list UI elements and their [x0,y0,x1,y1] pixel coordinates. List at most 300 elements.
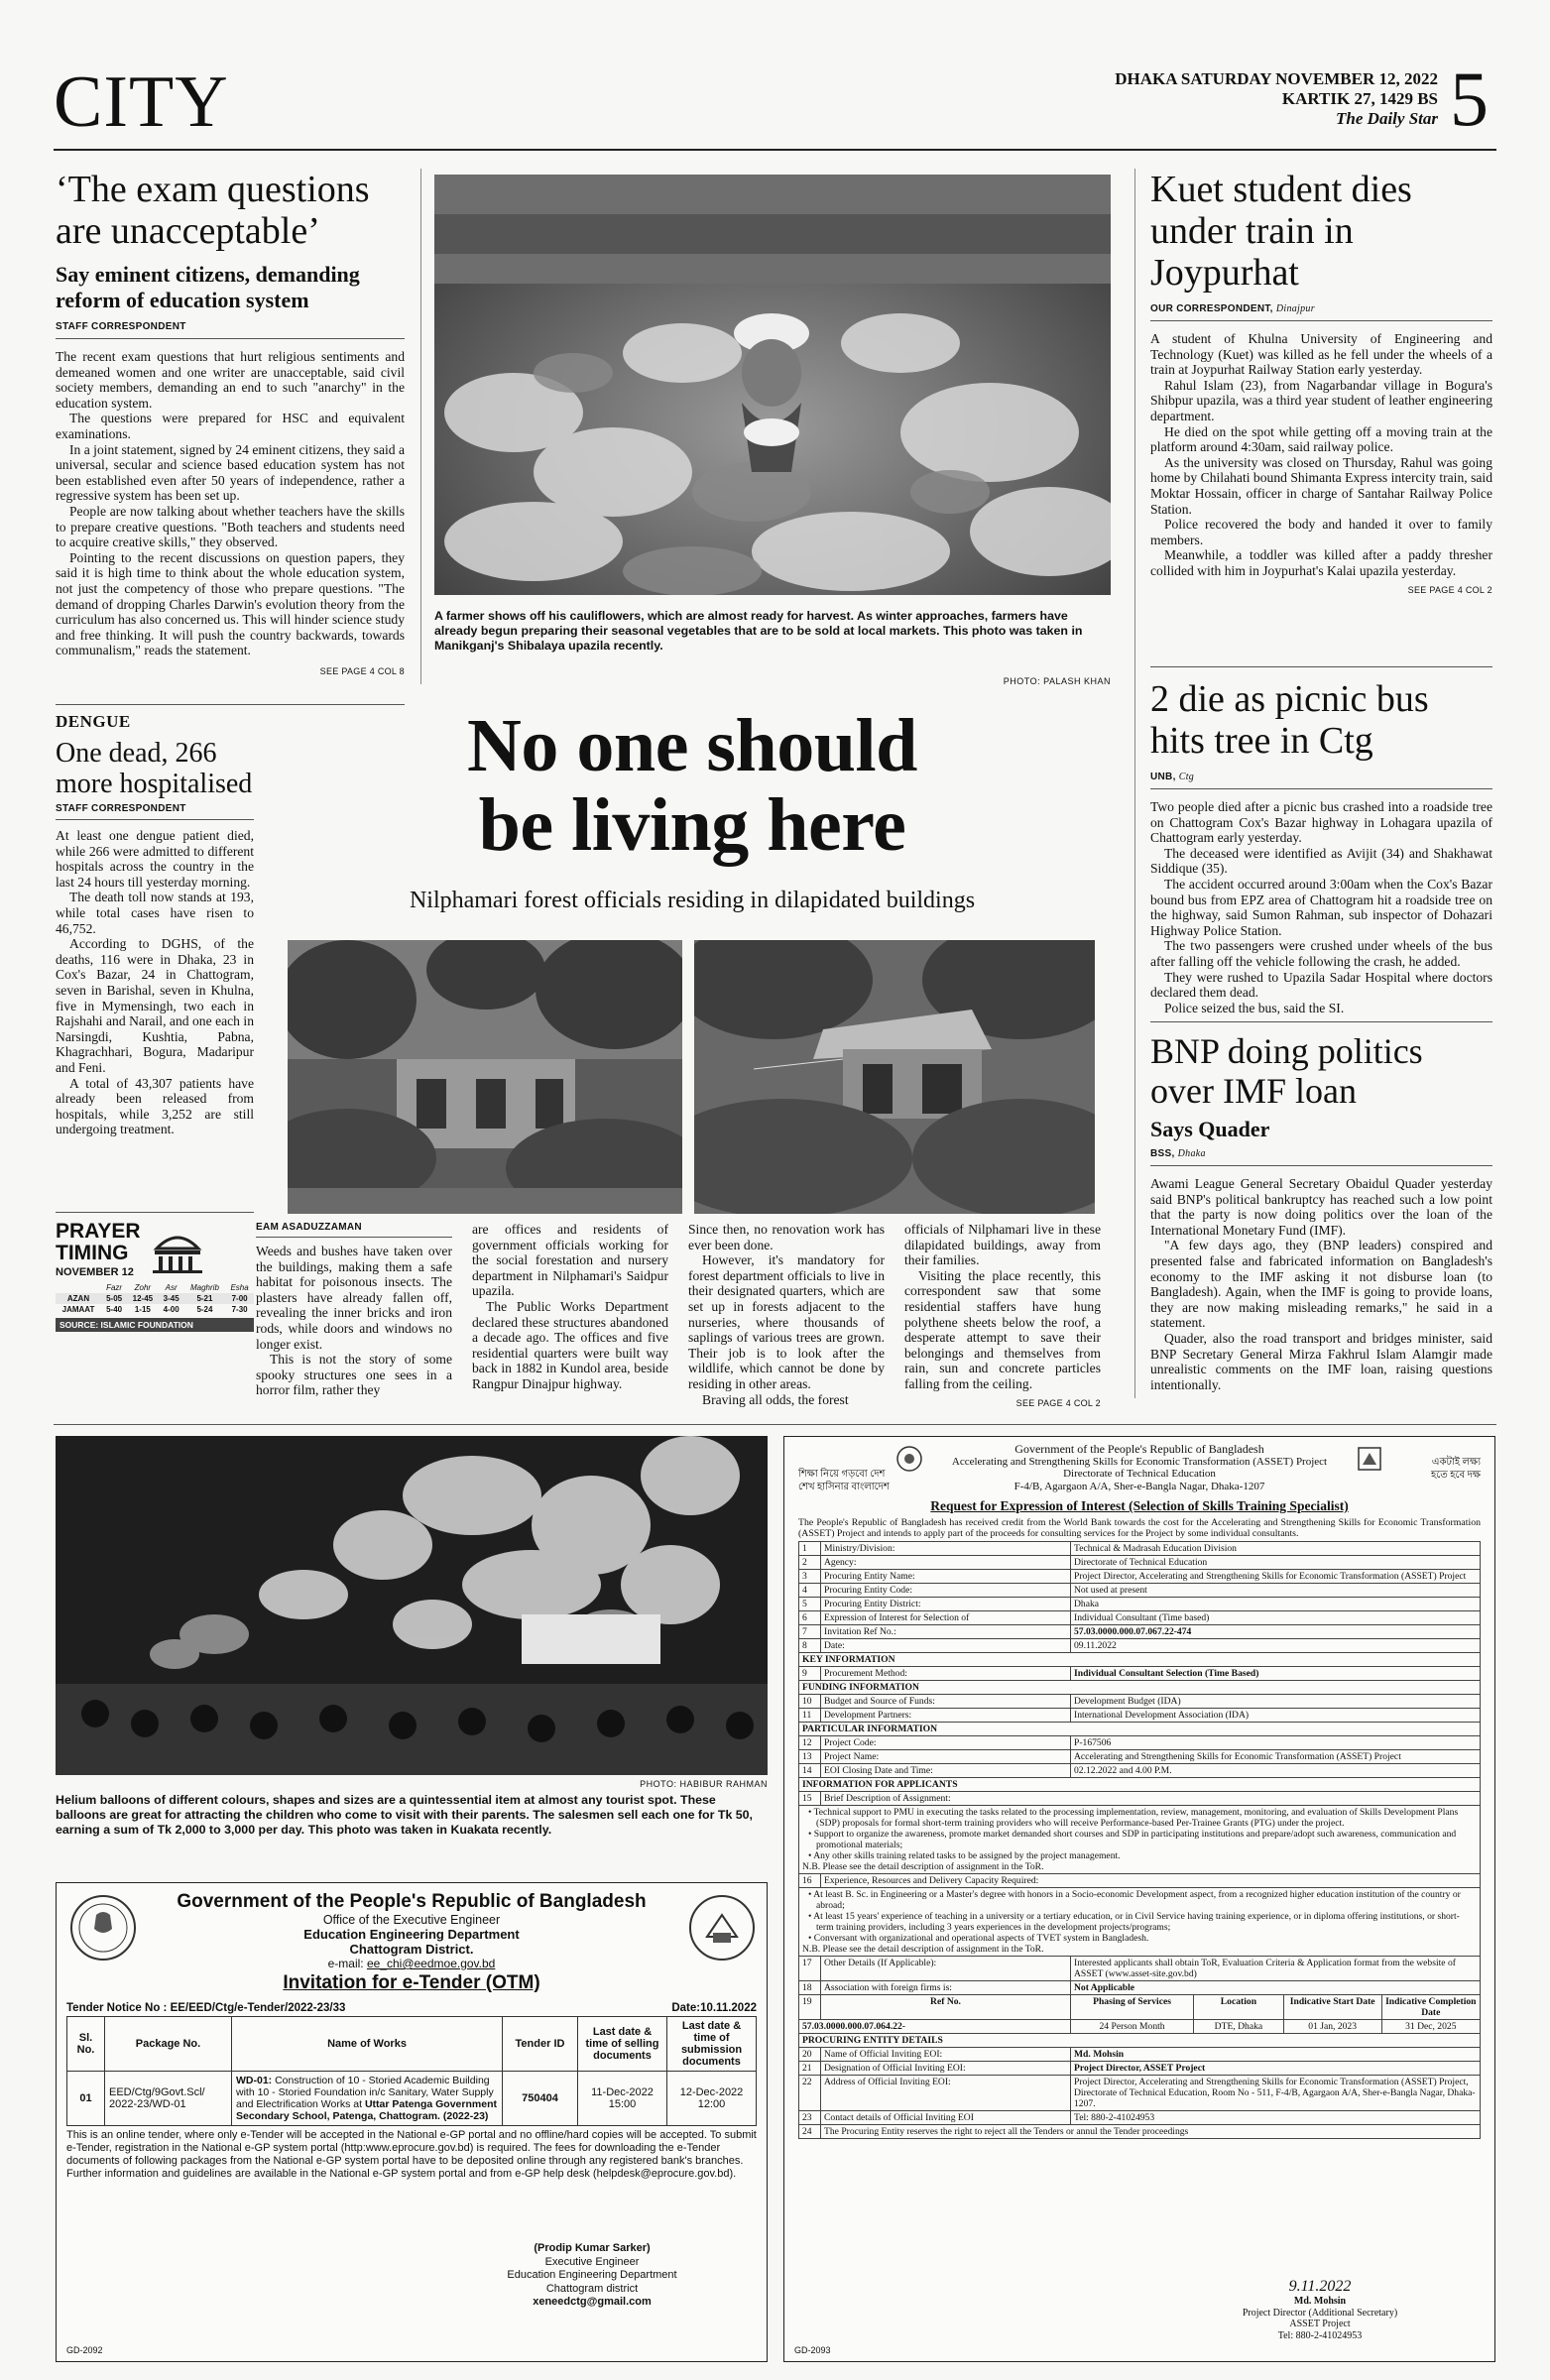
dengue-para: A total of 43,307 patients have already been released from hospitals, while 3,252 are still undergoing treatment. [56,1075,254,1137]
tender-district: Chattogram District. [349,1942,474,1957]
exam-byline: STAFF CORRESPONDENT [56,321,405,339]
balloon-caption: Helium balloons of different colours, shapes and sizes are a quintessential item at almost any tourist spot. These balloons are great for attracting the children who come to visit with their parents. The salesmen sell each one for Tk 50, earning a sum of Tk 2,000 to 3,000 per day. This photo was taken in Kuakata recently. [56,1793,753,1837]
eoi-row-num: 8 [799,1639,821,1653]
eoi-bullet-text: Conversant with organizational and operational aspects of TVET system in Bangladesh. [813,1933,1149,1944]
tender-sign-title: Executive Engineer [544,2255,640,2268]
eoi-sign-tel: Tel: 880-2-41024953 [1277,2329,1363,2341]
eoi-row-num: 17 [799,1957,821,1981]
section-title: CITY [54,61,229,143]
eoi-row [799,2048,1481,2062]
eoi-row-key: Name of Official Inviting EOI: [821,2048,1071,2062]
eoi-nb: N.B. Please see the detail description of assignment in the ToR. [802,1944,1044,1955]
bnp-byline-name: BSS, [1150,1148,1175,1159]
farmer-credit: PHOTO: PALASH KHAN [1003,676,1111,686]
eoi-bullet: • At least B. Sc. in Engineering or a Master's degree with honors in a Socio-economic Development aspect, from a recognized higher education institution of the country or abroad; [808,1889,1461,1911]
eoi-row-num: 24 [799,2125,821,2139]
story-divider [1150,1021,1492,1022]
eoi-row-num: 11 [799,1709,821,1723]
dengue-para: According to DGHS, of the deaths, 116 were in Dhaka, 23 in Cox's Bazar, 24 in Chattogram, seven in Barishal, seven in Khulna, five in Mymensingh, two each in Rajshahi and Narail, and one each in Narsingdi, Kushtia, Pabna, Khagrachhari, Bogura, Madaripur and Feni. [56,936,254,1075]
col-divider [1134,169,1135,1398]
picnic-para: Police seized the bus, said the SI. [1164,1000,1345,1015]
tender-sell-date: 11-Dec-2022 [591,2086,654,2098]
exam-headline: ‘The exam questions are unacceptable’ [56,169,370,252]
eoi-row [799,1667,1481,1681]
tender-sell-time: 15:00 [608,2098,637,2110]
eoi-row-key: Ref No. [821,1995,1071,2020]
tender-notice-date: Date:10.11.2022 [671,2002,757,2014]
eoi-row-num: 4 [799,1584,821,1598]
tender-notice: Tender Notice No : EE/EED/Ctg/e-Tender/2022-23/33 [66,2002,346,2014]
prayer-box [56,1212,254,1332]
eoi-phasing-col: Indicative Completion Date [1385,1996,1477,2018]
eoi-row-num: 13 [799,1750,821,1764]
eoi-row-key: Project Code: [821,1736,1071,1750]
bnp-headline: BNP doing politics over IMF loan [1150,1031,1423,1111]
eoi-title: Request for Expression of Interest (Selection of Skills Training Specialist) [930,1498,1349,1513]
farmer-caption: A farmer shows off his cauliflowers, which are almost ready for harvest. As winter approaches, farmers have already begun preparing their seasonal vegetables that are to be sold at local markets. This photo was taken in Manikganj's Shibalaya upazila recently. [434,609,1083,653]
eoi-row-value: Directorate of Technical Education [1071,1556,1481,1570]
tender-col-header: Sl. No. [67,2017,105,2072]
eoi-phasing-table [1071,1995,1480,2019]
eoi-section-title: KEY INFORMATION [799,1653,1481,1667]
tender-col-header: Last date & time of selling documents [578,2017,667,2072]
eoi-slogan-right-2: হতে হবে দক্ষ [1431,1469,1481,1481]
tender-sell [578,2072,667,2126]
eoi-section-row [799,1653,1481,1667]
eoi-row-key: Development Partners: [821,1709,1071,1723]
forest-col-4 [904,1222,1101,1392]
prayer-table [56,1282,254,1315]
eoi-row-key: Contact details of Official Inviting EOI [821,2111,1071,2125]
bnp-body [1150,1176,1492,1392]
eoi-row-value: Development Budget (IDA) [1071,1695,1481,1709]
eoi-row-key: Designation of Official Inviting EOI: [821,2062,1071,2076]
eoi-row-num: 22 [799,2076,821,2111]
eoi-row [799,1695,1481,1709]
page-number: 5 [1450,56,1489,142]
eoi-row-num: 23 [799,2111,821,2125]
eoi-phasing-col: Phasing of Services [1071,1995,1194,2019]
eoi-phasing [1071,1995,1481,2020]
eoi-slogan-left [798,1469,890,1493]
forest-para: However, it's mandatory for forest department officials to live in their designated quarters, which are set up in forests adjacent to the nurseries, where thousands of saplings of various trees are grown. Their job is to look after the wildlife, which cannot be done by residing in other areas. [688,1252,885,1391]
eoi-row-value: Accelerating and Strengthening Skills for Economic Transformation (ASSET) Project [1071,1750,1481,1764]
bnp-subhead: Says Quader [1150,1117,1270,1141]
eoi-section-title: FUNDING INFORMATION [799,1681,1481,1695]
eoi-row-key: Other Details (If Applicable): [821,1957,1071,1981]
kuet-byline-name: OUR CORRESPONDENT, [1150,303,1273,314]
eoi-address: F-4/B, Agargaon A/A, Sher-e-Bangla Nagar, Dhaka-1207 [1013,1480,1265,1492]
eoi-row [799,1709,1481,1723]
eoi-bullets-row [799,1888,1481,1957]
section-rule [54,1424,1496,1425]
prayer-header: Fazr [106,1283,123,1292]
eoi-bullet: • Support to organize the awareness, promote market demanded short courses and SDP in participating institutions and prepare/adopt such awareness, communication and promotional materials; [808,1829,1457,1850]
eoi-section-title: INFORMATION FOR APPLICANTS [799,1778,1481,1792]
picnic-story [1150,678,1492,1015]
prayer-header-row [56,1282,254,1293]
tender-gov: Government of the People's Republic of Bangladesh [177,1891,647,1912]
eoi-section-row [799,1681,1481,1695]
eoi-row-key: Brief Description of Assignment: [821,1792,1481,1806]
tender-title: Invitation for e-Tender (OTM) [283,1972,540,1993]
prayer-time: 7-30 [231,1305,248,1314]
eoi-row-value: Dhaka [1071,1598,1481,1611]
eoi-row [799,1556,1481,1570]
tender-col-header: Tender ID [503,2017,578,2072]
tender-notice-line [66,2002,757,2014]
mosque-icon [149,1225,206,1274]
eoi-row-value: 57.03.0000.000.07.067.22-474 [1071,1625,1481,1639]
eoi-row-value: Not Applicable [1071,1981,1481,1995]
tender-submit-date: 12-Dec-2022 [679,2086,744,2098]
tender-email-label: e-mail: [327,1957,367,1970]
eoi-section-row [799,1723,1481,1736]
eoi-bullets [799,1888,1481,1957]
forest-para: The Public Works Department declared these structures abandoned a decade ago. The offices and five residential quarters were built way back in 1882 in Kundol area, beside Rangpur Dinajpur highway. [472,1298,668,1391]
eoi-row [799,1625,1481,1639]
dengue-kicker: DENGUE [56,712,131,731]
eoi-slogan-left-1: শিক্ষা নিয়ে গড়বো দেশ [798,1469,886,1480]
bnp-story [1150,1031,1492,1392]
forest-body [256,1222,1111,1408]
tender-signer: (Prodip Kumar Sarker) [534,2242,651,2254]
eoi-row [799,1764,1481,1778]
story-divider [1150,666,1492,667]
tender-code: GD-2092 [66,2345,103,2355]
kuet-para: He died on the spot while getting off a moving train at the platform around 4:30am, said railway police. [1150,423,1492,455]
forest-col-2 [472,1222,668,1392]
eoi-row-num: 12 [799,1736,821,1750]
eoi-section-row [799,1778,1481,1792]
forest-quarters-image [694,940,1095,1214]
eoi-phasing-value: DTE, Dhaka [1194,2020,1284,2033]
eoi-row-num: 9 [799,1667,821,1681]
date-bn: KARTIK 27, 1429 BS [1281,89,1438,108]
balloon-photo [56,1436,768,1775]
picnic-para: The accident occurred around 3:00am when the Cox's Bazar bound bus from EPZ area of Chattogram hit a roadside tree on the highway, said Sumon Rahman, sub inspector of Dohazari Highway Police Station. [1150,876,1492,938]
eoi-bullets [799,1806,1481,1874]
forest-para: officials of Nilphamari live in these dilapidated buildings, away from their families. [904,1222,1101,1268]
exam-story [56,169,405,676]
dengue-para: The death toll now stands at 193, while total cases have risen to 46,752. [56,890,254,936]
eoi-row [799,2125,1481,2139]
kuet-body [1150,331,1492,579]
picnic-byline [1150,772,1492,789]
bnp-para: Awami League General Secretary Obaidul Quader yesterday said BNP's political bankruptcy has reached such a low point that the party is now doing politics over the loan of the International Monetary Fund (IMF). [1150,1176,1492,1238]
prayer-row-name: JAMAAT [61,1305,95,1314]
prayer-title-2: TIMING [56,1242,129,1264]
tender-email-line [66,1957,757,1970]
eoi-row-value: P-167506 [1071,1736,1481,1750]
eoi-row-num: 7 [799,1625,821,1639]
exam-see-page: SEE PAGE 4 COL 8 [319,665,405,676]
prayer-row-name: AZAN [66,1294,90,1303]
eoi-row [799,1611,1481,1625]
tender-col-header: Last date & time of submission documents [667,2017,757,2072]
eoi-phasing-values [1071,2020,1481,2034]
tender-id: 750404 [503,2072,578,2126]
story-divider [56,704,405,705]
prayer-row [56,1304,254,1315]
eoi-bullet-text: Any other skills training related tasks to be assigned by the project management. [813,1850,1121,1861]
forest-photo-right [694,940,1095,1214]
eoi-row-value: Individual Consultant Selection (Time Based) [1071,1667,1481,1681]
eoi-row-num: 1 [799,1542,821,1556]
prayer-header: Asr [165,1283,178,1292]
eoi-row [799,1981,1481,1995]
eoi-row-num: 20 [799,2048,821,2062]
eoi-phasing-value: 31 Dec, 2025 [1405,2021,1457,2032]
tender-works-school: Uttar Patenga Government Secondary School, Patenga, Chattogram. (2022-23) [236,2098,497,2122]
prayer-source: SOURCE: ISLAMIC FOUNDATION [56,1318,254,1332]
tender-works [232,2072,503,2126]
eoi-bullet: • Any other skills training related tasks to be assigned by the project management. [808,1850,1121,1861]
forest-see-page: SEE PAGE 4 COL 2 [1015,1398,1101,1408]
eoi-row [799,1639,1481,1653]
eoi-code: GD-2093 [794,2345,831,2355]
tender-header-row [67,2017,757,2072]
eoi-signature-block [1201,2278,1439,2341]
eoi-directorate: Directorate of Technical Education [1063,1468,1216,1480]
eoi-row [799,2076,1481,2111]
prayer-time: 5-40 [106,1305,123,1314]
govt-emblem-icon [895,1445,923,1473]
eed-logo-icon [687,1893,757,1963]
tender-office: Office of the Executive Engineer [322,1913,501,1927]
prayer-time: 5-21 [196,1294,213,1303]
prayer-header: Zohr [134,1283,152,1292]
prayer-time: 3-45 [163,1294,179,1303]
eoi-row-key: EOI Closing Date and Time: [821,1764,1071,1778]
eoi-phasing-value-table [1071,2020,1480,2033]
eoi-row-num: 18 [799,1981,821,1995]
eoi-row-num: 2 [799,1556,821,1570]
eoi-bullet-text: At least B. Sc. in Engineering or a Master's degree with honors in a Socio-economic Development aspect, from a recognized higher education institution of the country or abroad; [813,1889,1461,1911]
eoi-row-num: 15 [799,1792,821,1806]
forest-para: Visiting the place recently, this correspondent saw that some residential staffers have hung polythene sheets below the roof, a desperate attempt to save their belongings and themselves from rain, sun and concrete particles falling from the ceiling. [904,1267,1101,1391]
asset-logo-icon [1356,1445,1383,1473]
eoi-row [799,1736,1481,1750]
forest-subhead: Nilphamari forest officials residing in dilapidated buildings [409,888,976,913]
col-divider [420,169,421,684]
balloon-credit: PHOTO: HABIBUR RAHMAN [640,1779,768,1789]
eoi-row-num: 6 [799,1611,821,1625]
tender-ad [56,1882,768,2362]
eoi-ad [783,1436,1495,2362]
eoi-phasing-header [1071,1995,1480,2019]
eoi-row-num: 10 [799,1695,821,1709]
eoi-row-value: International Development Association (IDA) [1071,1709,1481,1723]
prayer-time: 5-05 [106,1294,123,1303]
eoi-row-value: 02.12.2022 and 4.00 P.M. [1071,1764,1481,1778]
eoi-row [799,2020,1481,2034]
tender-col-header: Name of Works [232,2017,503,2072]
kuet-headline: Kuet student dies under train in Joypurhat [1150,169,1412,294]
eoi-table [798,1541,1481,2139]
tender-sign-email[interactable]: xeneedctg@gmail.com [533,2296,652,2308]
exam-para: In a joint statement, signed by 24 eminent citizens, they said a universal, secular and science based education system has not been established even after 50 years of independence, rather a regressive system has been set up. [56,441,405,504]
eoi-row [799,1584,1481,1598]
picnic-headline: 2 die as picnic bus hits tree in Ctg [1150,678,1429,762]
eoi-row [799,1874,1481,1888]
forest-col-1 [256,1244,452,1398]
eoi-row [799,1750,1481,1764]
eoi-phasing-col: Location [1194,1995,1284,2019]
eoi-row [799,2062,1481,2076]
eoi-row [799,1995,1481,2020]
eoi-row [799,1792,1481,1806]
tender-note: This is an online tender, where only e-Tender will be accepted in the National e-GP portal and no offline/hard copies will be accepted. To submit e-Tender, registration in the National e-GP system portal (http:www.eprocure.gov.bd) is required. The fees for downloading the e-Tender documents of following packages from the National e-GP system portal have to be deposited online through any registered bank's branches. Further information and guidelines are available in the National e-GP system portal and from e-GP help desk (helpdesk@eprocure.gov.bd). [66,2129,757,2180]
eoi-row-num: 19 [799,1995,821,2020]
eoi-section-title: PROCURING ENTITY DETAILS [799,2034,1481,2048]
picnic-byline-place: Ctg [1178,772,1195,782]
kuet-byline [1150,303,1492,321]
eoi-row-num: 3 [799,1570,821,1584]
forest-para: Braving all odds, the forest [702,1391,849,1407]
eoi-bullet: • Technical support to PMU in executing the tasks related to the processing implementation, review, management, monitoring, and evaluation of Skills Development Plans (SDP) proposals for formal short-term training providers who will receive Performance-based Per-Trainee Grants (PTG) under the project. [808,1807,1459,1829]
kuet-para: A student of Khulna University of Engineering and Technology (Kuet) was killed as he fell under the wheels of a train at Joypurhat Railway Station early yesterday. [1150,331,1492,378]
eoi-project: Accelerating and Strengthening Skills for Economic Transformation (ASSET) Project [951,1455,1328,1468]
masthead-rule [54,149,1496,151]
eoi-row-value: Project Director, ASSET Project [1071,2062,1481,2076]
eoi-row-key: Expression of Interest for Selection of [821,1611,1071,1625]
picnic-para: They were rushed to Upazila Sadar Hospital where doctors declared them dead. [1150,969,1492,1001]
eoi-bullet-text: Support to organize the awareness, promote market demanded short courses and SDP in participating institutions and prepare/adopt such awareness, communication and promotional materials; [813,1829,1457,1850]
tender-dept: Education Engineering Department [303,1927,520,1942]
eoi-row [799,1570,1481,1584]
eoi-section-row [799,2034,1481,2048]
forest-para: are offices and residents of government officials working for the social forestation and nursery department in Nilphamari's Saidpur upazila. [472,1222,668,1299]
forest-para: Since then, no renovation work has ever been done. [688,1222,885,1252]
eoi-bullet-text: Technical support to PMU in executing the tasks related to the processing implementation, review, management, monitoring, and evaluation of Skills Development Plans (SDP) proposals for formal short-term training providers who will receive Performance-based Per-Trainee Grants (PTG) under the project. [813,1807,1459,1829]
forest-photo-left [288,940,682,1214]
eoi-row-key: Agency: [821,1556,1071,1570]
eoi-row [799,1542,1481,1556]
prayer-time: 12-45 [132,1294,154,1303]
eoi-row-key: Procurement Method: [821,1667,1071,1681]
eoi-row-value: Project Director, Accelerating and Strengthening Skills for Economic Transformation (ASSET) Project, Directorate of Technical Education, Room No - 511, F-4/B, Agargaon A/A, Sher-e-Bangla Nagar, Dhaka-1207. [1071,2076,1481,2111]
dengue-byline: STAFF CORRESPONDENT [56,803,254,820]
forest-headline-line2: be living here [478,783,906,867]
eoi-section-title: PARTICULAR INFORMATION [799,1723,1481,1736]
eoi-row-key: Experience, Resources and Delivery Capacity Required: [821,1874,1481,1888]
picnic-para: The deceased were identified as Avijit (34) and Shakhawat Siddique (35). [1150,845,1492,877]
eoi-slogan-right [1431,1457,1481,1482]
eoi-row-value: Not used at present [1071,1584,1481,1598]
eoi-row-value: Project Director, Accelerating and Strengthening Skills for Economic Transformation (ASSET) Project [1071,1570,1481,1584]
eoi-slogan-left-2: শেখ হাসিনার বাংলাদেশ [798,1481,890,1492]
eoi-row-value: Tel: 880-2-41024953 [1071,2111,1481,2125]
eoi-row-key: Budget and Source of Funds: [821,1695,1071,1709]
eoi-row-value: Individual Consultant (Time based) [1071,1611,1481,1625]
picnic-para: The two passengers were crushed under wheels of the bus after falling off the vehicle following the crash, he added. [1150,938,1492,969]
tender-sign-dept: Education Engineering Department [507,2269,677,2281]
tender-col-header: Package No. [105,2017,232,2072]
prayer-time: 4-00 [163,1305,179,1314]
date: DHAKA SATURDAY NOVEMBER 12, 2022 [1115,69,1438,88]
eoi-row-key: Procuring Entity Code: [821,1584,1071,1598]
eoi-slogan-right-1: একটাই লক্ষ্য [1431,1457,1481,1468]
eoi-row-value: Md. Mohsin [1071,2048,1481,2062]
picnic-para: Two people died after a picnic bus crashed into a roadside tree on Chattogram Cox's Bazar highway in Lohagara upazila of Chattogram early yesterday. [1150,799,1492,846]
eoi-bullet: • Conversant with organizational and operational aspects of TVET system in Bangladesh. [808,1933,1149,1944]
bnp-byline-place: Dhaka [1177,1148,1206,1159]
exam-para: Pointing to the recent discussions on question papers, they said it is high time to think about the whole education system, not just the competency of those who prepare questions. "The demand of dropping Charles Darwin's evolution theory from the curriculum has also concerned us. This will hinder science study and free thinking. It will push the country backwards, towards communalism," reads the statement. [56,549,405,658]
bnp-para: Quader, also the road transport and bridges minister, said BNP Secretary General Mirza Fakhrul Islam Alamgir made unrealistic comments on the IMF loan, raising questions intentionally. [1150,1330,1492,1392]
dengue-para: At least one dengue patient died, while 266 were admitted to different hospitals across the country in the last 24 hours till yesterday morning. [56,828,254,890]
tender-works-text: Construction of 10 - Storied Academic Building with 10 - Storied Foundation in/c Sanitary, Water Supply and Electrification Works at [236,2075,494,2110]
eoi-header [798,1443,1481,1492]
eoi-row-value: Interested applicants shall obtain ToR, Evaluation Criteria & Application format from the website of ASSET (www.asset-site.gov.bd) [1071,1957,1481,1981]
tender-email[interactable]: ee_chi@eedmoe.gov.bd [366,1957,496,1970]
eoi-row-value: 09.11.2022 [1071,1639,1481,1653]
eoi-signer: Md. Mohsin [1293,2296,1347,2307]
eoi-row-key: Procuring Entity District: [821,1598,1071,1611]
tender-sign-district: Chattogram district [545,2282,639,2295]
prayer-row [56,1293,254,1304]
prayer-header: Maghrib [189,1283,219,1292]
forest-headline [256,706,1129,865]
prayer-time: 5-24 [196,1305,213,1314]
forest-para: This is not the story of some spooky structures one sees in a horror film, rather they [256,1352,452,1398]
eoi-phasing-value: 24 Person Month [1071,2020,1194,2033]
kuet-para: Meanwhile, a toddler was killed after a paddy thresher collided with him in Joypurhat's Kalai upazila yesterday. [1150,547,1492,578]
bnp-para: "A few days ago, they (BNP leaders) conspired and presented false and fabricated information on Bangladesh's economy to the IMF asking it not disburse loan (to Bangladesh). Again, when the IMF is going to provide loans, they are now making misleading remarks," he said in a statement. [1150,1238,1492,1331]
eoi-signature: 9.11.2022 [1288,2278,1352,2295]
eoi-sign-project: ASSET Project [1289,2319,1351,2329]
kuet-para: As the university was closed on Thursday, Rahul was going home by Chilahati bound Shimanta Express intercity train, said Moktar Hossain, officer in charge of Santahar Railway Police Station. [1150,454,1492,517]
kuet-story [1150,169,1492,595]
eoi-row-num: 16 [799,1874,821,1888]
eoi-nb: N.B. Please see the detail description of assignment in the ToR. [802,1861,1044,1872]
kuet-para: Police recovered the body and handed it over to family members. [1150,517,1492,547]
eoi-phasing-value: 01 Jan, 2023 [1283,2020,1381,2033]
dengue-story [56,712,254,1137]
forest-byline: EAM ASADUZZAMAN [256,1222,452,1238]
prayer-time: 1-15 [134,1305,151,1314]
eoi-bullet-text: At least 15 years' experience of teaching in a university or a tertiary education, or in Civil Service having training experience, or in diploma offering institutions, or short-term training providers, including 3 years experiences in the development projects/programs; [813,1911,1460,1933]
tender-sl: 01 [67,2072,105,2126]
forest-para: Weeds and bushes have taken over the buildings, making them a safe habitat for poisonous insects. The plasters have already fallen off, revealing the inner bricks and iron rods, while doors and windows no longer exist. [256,1244,452,1352]
exam-subhead: Say eminent citizens, demanding reform of education system [56,262,360,312]
tender-row [67,2072,757,2126]
exam-para: The questions were prepared for HSC and equivalent examinations. [56,411,405,441]
farmer-photo [434,175,1111,595]
bnp-byline [1150,1148,1492,1166]
eoi-row-key: Address of Official Inviting EOI: [821,2076,1071,2111]
eoi-row-key: Association with foreign firms is: [821,1981,1071,1995]
eoi-row-key: Ministry/Division: [821,1542,1071,1556]
exam-body [56,349,405,658]
eoi-row-value: Technical & Madrasah Education Division [1071,1542,1481,1556]
eoi-row-key: The Procuring Entity reserves the right to reject all the Tenders or annul the Tender proceedings [821,2125,1481,2139]
eoi-row-key: Invitation Ref No.: [821,1625,1071,1639]
eoi-row [799,2111,1481,2125]
prayer-title-1: PRAYER [56,1220,141,1243]
eoi-phasing-row [1071,2020,1480,2033]
tender-table [66,2016,757,2126]
eoi-row-num: 21 [799,2062,821,2076]
tender-works-lead: WD-01: [236,2075,273,2086]
paper-logo: The Daily Star [1336,109,1438,128]
tender-package: EED/Ctg/9Govt.Scl/ 2022-23/WD-01 [105,2072,232,2126]
eoi-bullet: • At least 15 years' experience of teaching in a university or a tertiary education, or in Civil Service having training experience, or in diploma offering institutions, or short-term training providers, including 3 years experiences in the development projects/programs; [808,1911,1460,1933]
eoi-row-key: Project Name: [821,1750,1071,1764]
dateline [1071,69,1438,129]
eoi-ref-no: 57.03.0000.000.07.064.22- [799,2020,1071,2034]
prayer-date: NOVEMBER 12 [56,1266,134,1278]
